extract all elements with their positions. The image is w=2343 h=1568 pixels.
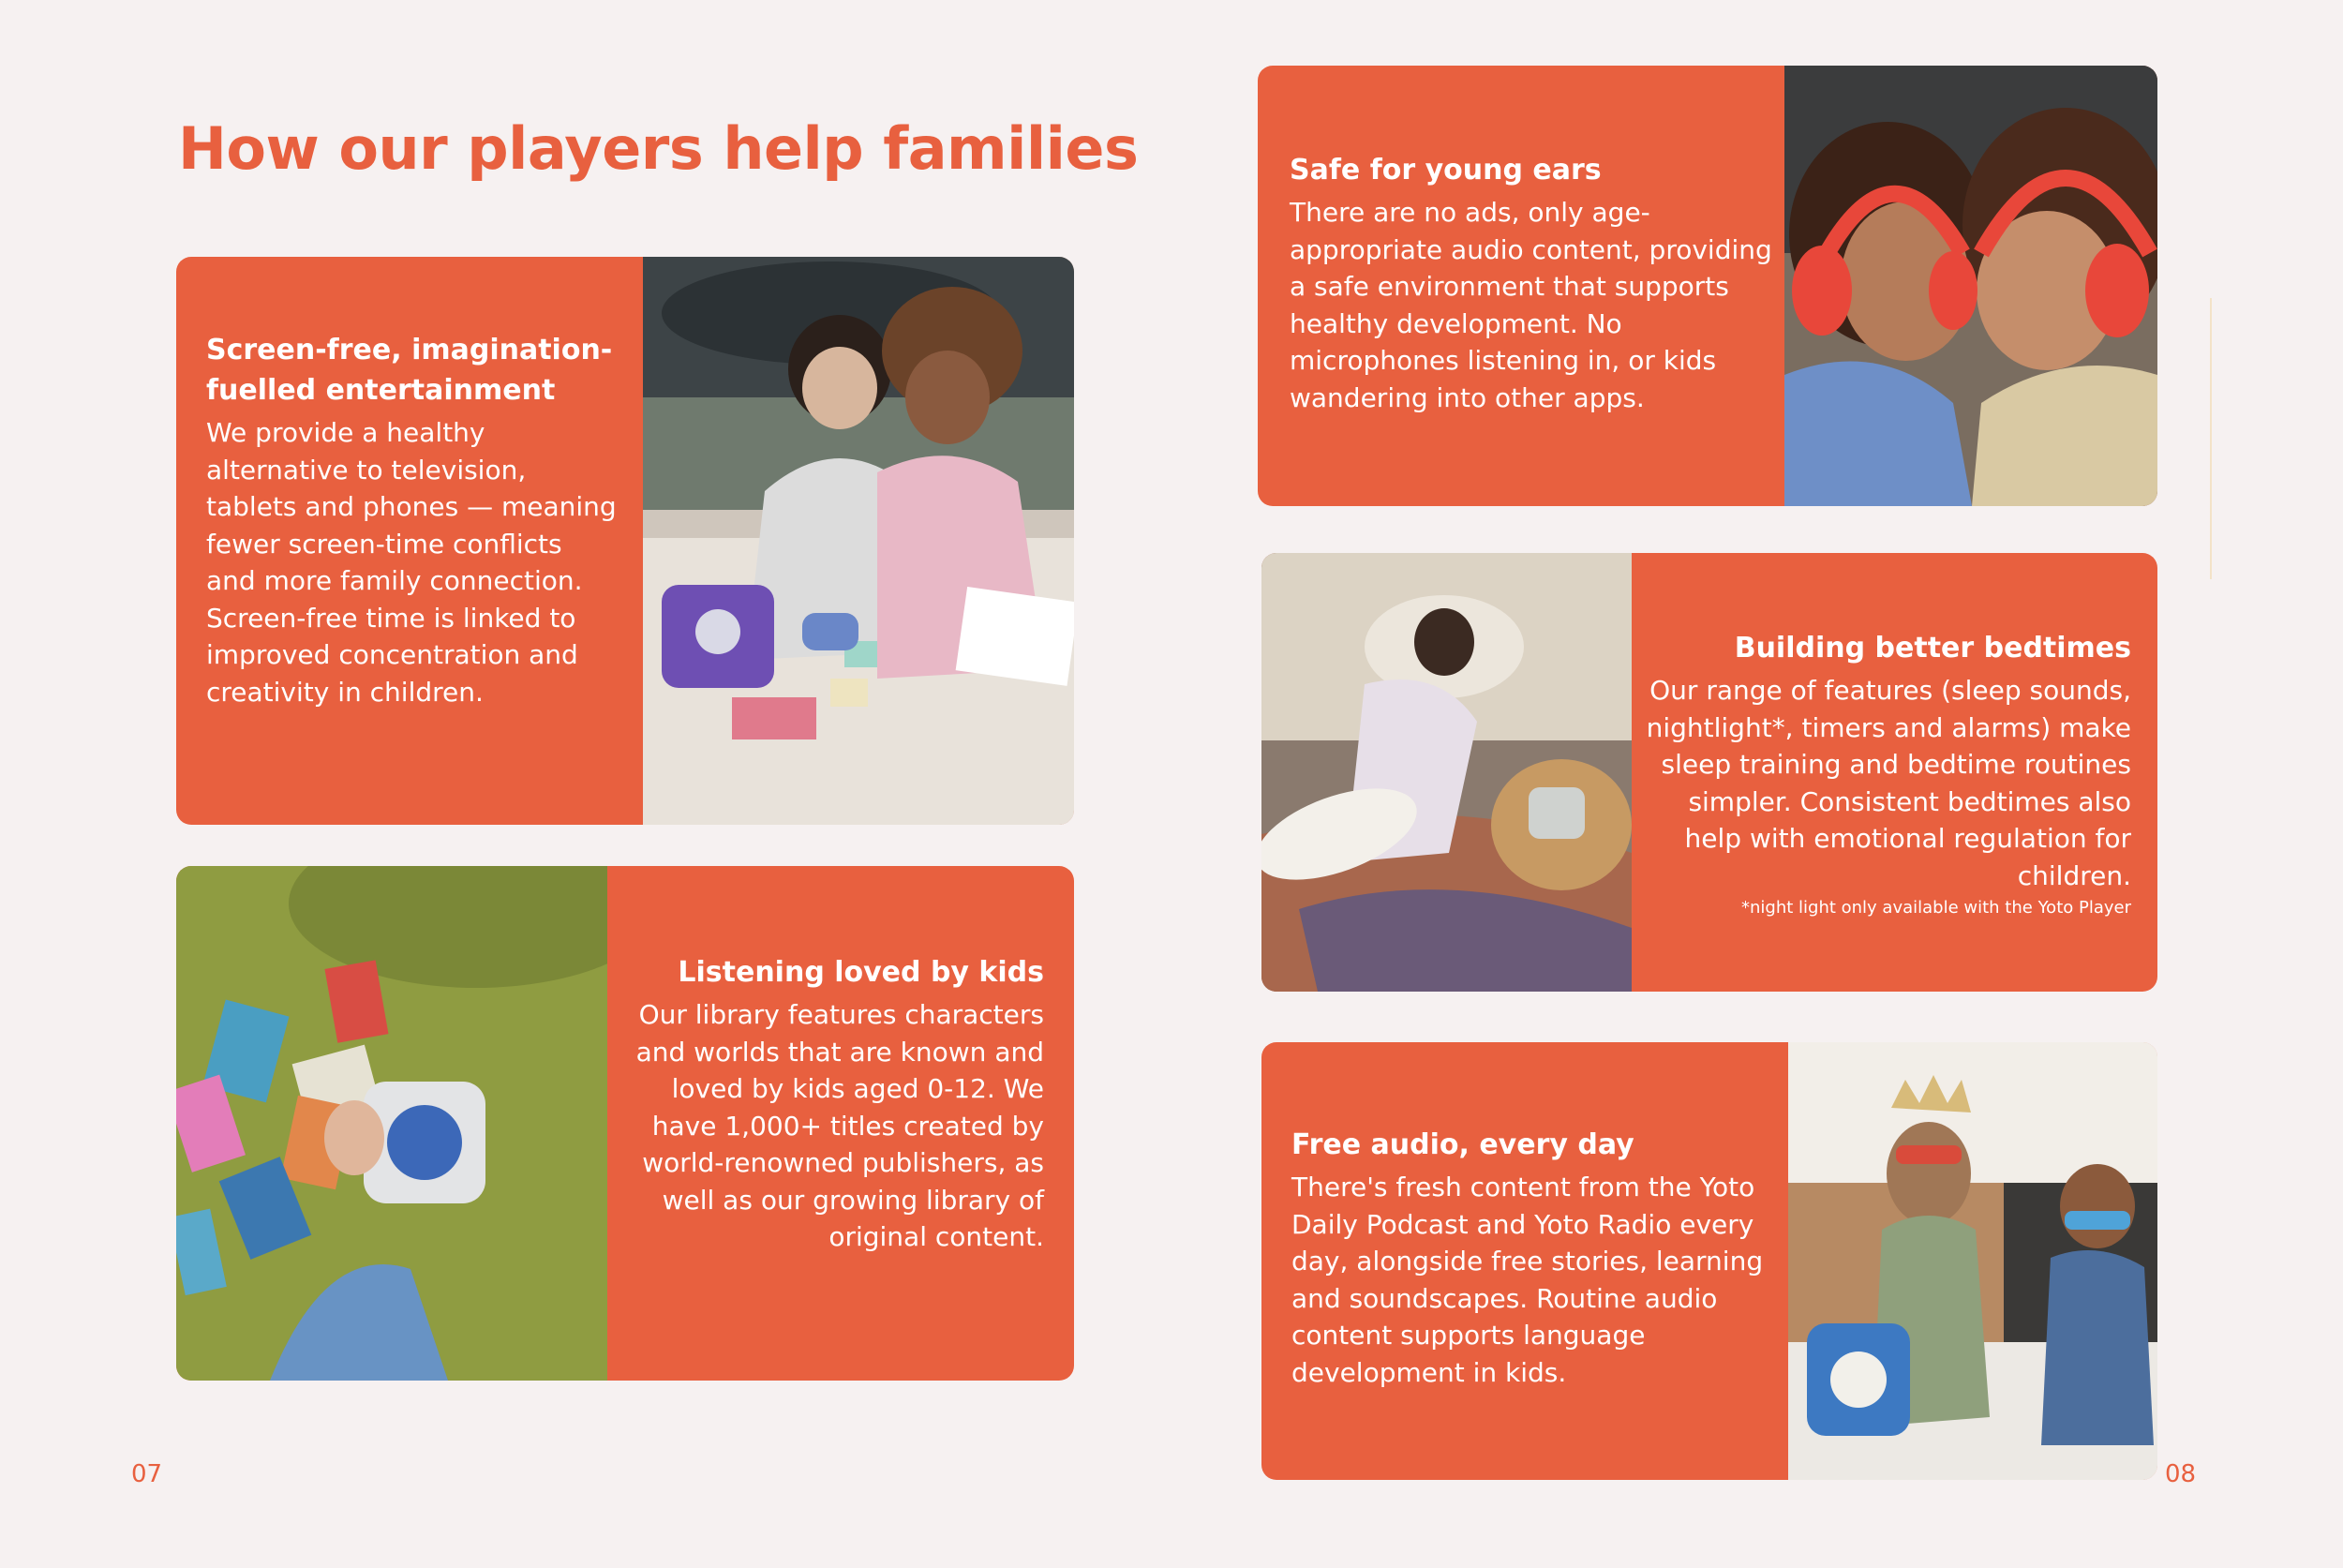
photo-child-sleeping xyxy=(1261,553,1632,992)
card-bedtimes xyxy=(1261,553,2157,992)
card-screen-free-heading: Screen-free, imagination-fuelled entertainment xyxy=(206,334,613,407)
page-title: How our players help families xyxy=(178,114,1139,183)
card-safe-body: There are no ads, only age-appropriate audio content, providing a safe environment that supports healthy development. No microphones listening in, or kids wandering into other apps. xyxy=(1290,197,1772,413)
card-free-audio-body: There's fresh content from the Yoto Daily Podcast and Yoto Radio every day, alongside free stories, learning and soundscapes. Routine audio content supports language development in kids. xyxy=(1291,1172,1764,1388)
card-listening-body: Our library features characters and worlds that are known and loved by kids aged 0-12. We have 1,000+ titles created by world-renowned publishers, as well as our growing library of original content. xyxy=(635,999,1044,1252)
card-free-audio xyxy=(1261,1042,2157,1480)
card-listening-heading: Listening loved by kids xyxy=(678,956,1044,989)
photo-kids-dancing xyxy=(1788,1042,2157,1480)
card-bedtimes-text xyxy=(1625,628,2131,920)
page-number-left: 07 xyxy=(131,1460,163,1488)
card-listening-text xyxy=(613,952,1044,1256)
card-bedtimes-footnote: *night light only available with the Yoto Player xyxy=(1741,898,2131,918)
card-bedtimes-body: Our range of features (sleep sounds, nightlight*, timers and alarms) make sleep training and bedtime routines simpler. Consistent bedtimes also help with emotional regulation for children. xyxy=(1646,675,2131,891)
card-free-audio-heading: Free audio, every day xyxy=(1291,1128,1634,1161)
card-bedtimes-heading: Building better bedtimes xyxy=(1734,632,2131,665)
card-safe-text xyxy=(1290,150,1786,416)
photo-yoto-cards xyxy=(176,866,607,1381)
card-screen-free-text xyxy=(206,330,619,710)
card-listening xyxy=(176,866,1074,1381)
card-screen-free xyxy=(176,257,1074,825)
card-screen-free-body: We provide a healthy alternative to television, tablets and phones — meaning fewer screen-time conflicts and more family connection. Screen-free time is linked to improved concentration and creativity in children. xyxy=(206,417,617,708)
card-free-audio-text xyxy=(1291,1125,1798,1391)
photo-children-drawing xyxy=(643,257,1074,825)
card-safe xyxy=(1258,66,2157,506)
divider-line xyxy=(2210,298,2212,579)
card-safe-heading: Safe for young ears xyxy=(1290,154,1602,187)
photo-kids-headphones xyxy=(1784,66,2157,506)
page-number-right: 08 xyxy=(2165,1460,2197,1488)
